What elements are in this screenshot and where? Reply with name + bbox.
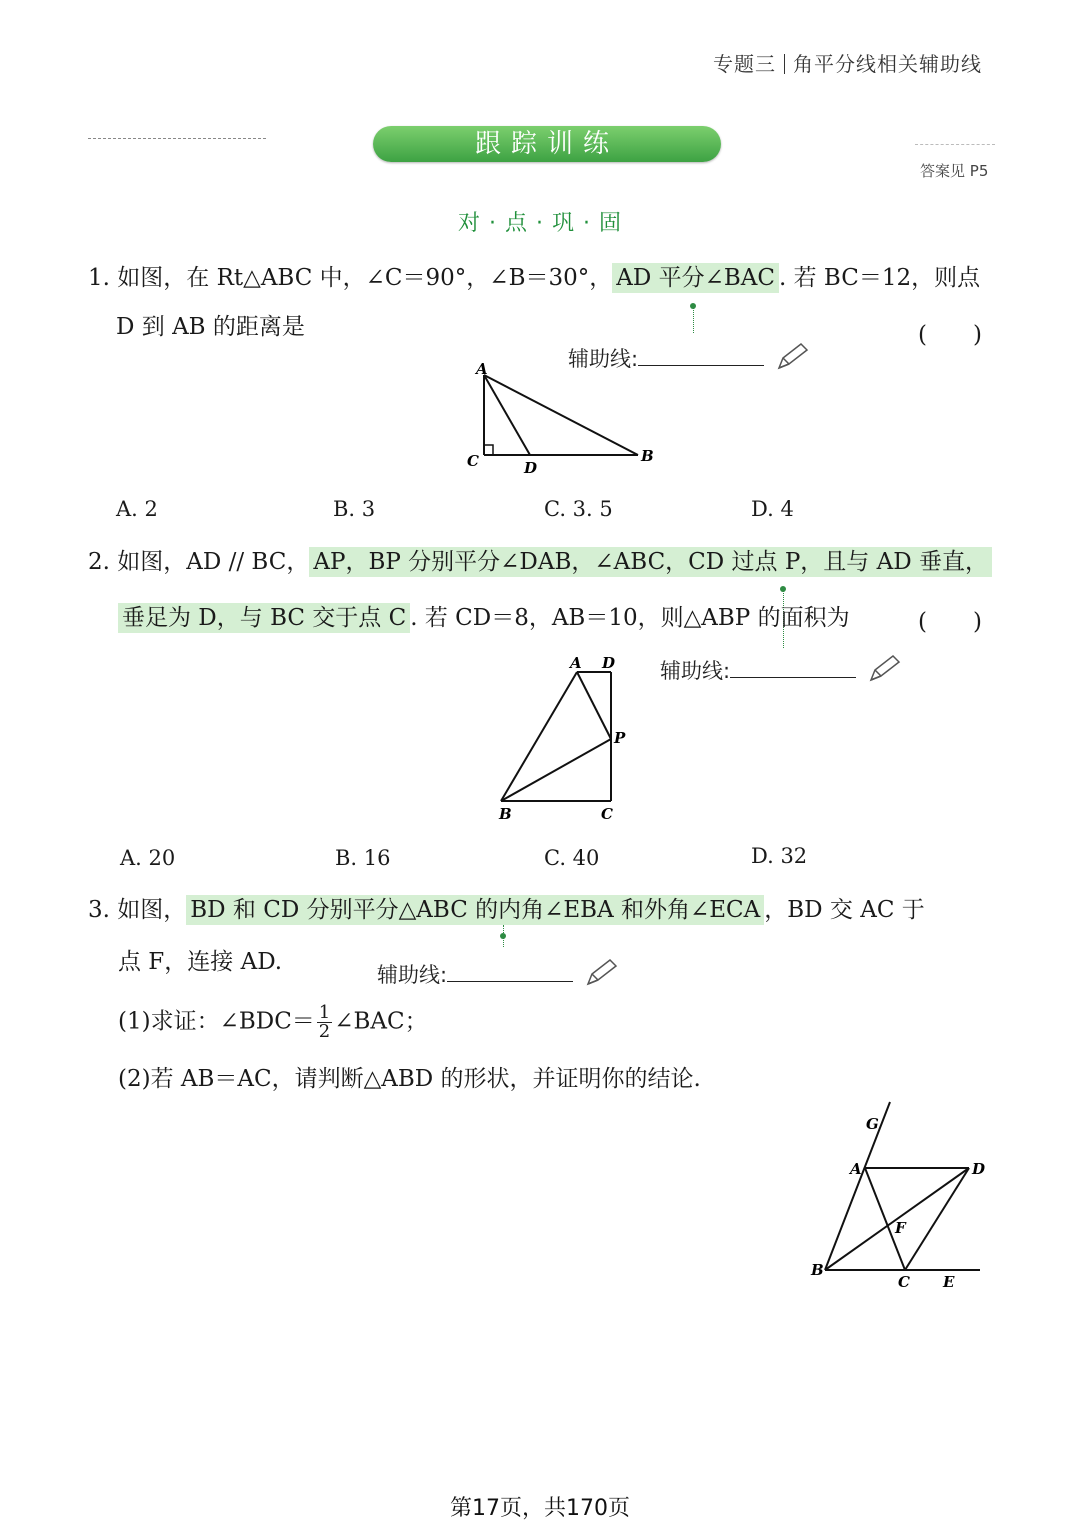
q2-answer-paren: ( ) [918, 609, 982, 635]
q3-aux-line [377, 958, 618, 989]
q2-option-b[interactable]: B. 16 [335, 846, 391, 870]
q1-pointer-line [693, 305, 696, 333]
q2-aux-blank[interactable] [730, 659, 856, 678]
q2-label-p: P [614, 729, 626, 747]
q3-pointer-dot [500, 933, 506, 939]
q1-aux-label: 辅助线: [568, 347, 639, 371]
q2-line2 [118, 603, 850, 633]
q2-label-a: A [570, 654, 582, 672]
section-subtitle: 对 · 点 · 巩 · 固 [458, 211, 622, 236]
q2-aux-line [660, 654, 901, 685]
decorative-dashed-line-left [88, 138, 266, 139]
q1-label-a: A [476, 360, 488, 378]
q3-text-a: 3. 如图， [88, 897, 187, 923]
q3-aux-blank[interactable] [447, 963, 573, 982]
q3-line2: 点 F，连接 AD. [118, 949, 283, 975]
q2-text-b: . 若 CD＝8，AB＝10，则△ABP 的面积为 [410, 605, 850, 631]
pencil-icon [775, 342, 809, 372]
q1-label-d: D [524, 459, 538, 477]
q3-line1 [88, 895, 925, 925]
header-divider [784, 54, 785, 74]
pencil-icon [867, 654, 901, 684]
q1-option-d[interactable]: D. 4 [751, 497, 794, 521]
q3-aux-label: 辅助线: [377, 963, 448, 987]
section-banner: 跟踪训练 [373, 126, 721, 162]
q3-part2: (2)若 AB＝AC，请判断△ABD 的形状，并证明你的结论. [118, 1066, 701, 1092]
header-chapter: 专题三 [713, 52, 776, 76]
q1-label-c: C [467, 452, 479, 470]
q2-option-a[interactable]: A. 20 [120, 846, 176, 870]
q2-highlight-2: 垂足为 D，与 BC 交于点 C [118, 603, 410, 633]
q2-segment-bp [501, 739, 611, 801]
q1-text-a: 1. 如图，在 Rt△ABC 中，∠C＝90°，∠B＝30°， [88, 265, 613, 291]
q3-text-b: ，BD 交 AC 于 [764, 897, 925, 923]
q3-part1 [118, 1004, 428, 1041]
q3-label-g: G [866, 1115, 879, 1133]
q2-figure [490, 650, 640, 830]
q1-line2: D 到 AB 的距离是 [116, 314, 305, 340]
q2-option-c[interactable]: C. 40 [544, 846, 600, 870]
decorative-dashed-line-right [915, 144, 995, 145]
q2-highlight-1: AP，BP 分别平分∠DAB，∠ABC，CD 过点 P，且与 AD 垂直， [309, 547, 992, 577]
q2-option-d[interactable]: D. 32 [751, 844, 808, 868]
q2-segment-ap [577, 672, 611, 739]
q3-ray-bg [825, 1102, 890, 1270]
q3-part1-text-a: (1)求证：∠BDC＝ [118, 1008, 315, 1035]
q2-label-c: C [601, 805, 613, 823]
answer-reference: 答案见 P5 [920, 162, 989, 180]
q3-label-a: A [850, 1160, 862, 1178]
q3-label-f: F [895, 1219, 906, 1237]
q2-line1 [88, 547, 992, 577]
q2-aux-label: 辅助线: [660, 659, 731, 683]
page-footer: 第17页，共170页 [450, 1496, 630, 1521]
fraction-denominator: 2 [318, 1021, 331, 1042]
q3-label-d: D [972, 1160, 986, 1178]
q3-label-b: B [811, 1261, 824, 1279]
q3-label-c: C [898, 1273, 910, 1291]
q3-figure [805, 1100, 990, 1295]
q3-label-e: E [943, 1273, 955, 1291]
q1-option-b[interactable]: B. 3 [333, 497, 376, 521]
q3-highlight: BD 和 CD 分别平分△ABC 的内角∠EBA 和外角∠ECA [186, 895, 764, 925]
header-topic: 角平分线相关辅助线 [793, 52, 982, 76]
q1-option-c[interactable]: C. 3. 5 [544, 497, 613, 521]
q1-label-b: B [641, 447, 654, 465]
q1-figure [455, 355, 665, 480]
q1-pointer-dot [690, 303, 696, 309]
q2-label-b: B [499, 805, 512, 823]
q1-highlight: AD 平分∠BAC [612, 263, 779, 293]
q2-label-d: D [602, 654, 616, 672]
fraction-numerator: 1 [318, 1002, 331, 1023]
running-header [713, 48, 982, 77]
q2-text-a: 2. 如图，AD // BC， [88, 549, 310, 575]
q1-line1 [88, 263, 980, 293]
q1-right-angle-mark [484, 445, 493, 455]
q1-text-b: . 若 BC＝12，则点 [779, 265, 981, 291]
q3-part1-text-b: ∠BAC； [334, 1008, 428, 1035]
pencil-icon [584, 958, 618, 988]
q1-answer-paren: ( ) [918, 322, 982, 348]
q3-segment-cd [905, 1168, 969, 1270]
q1-option-a[interactable]: A. 2 [116, 497, 158, 521]
one-half-fraction [317, 1004, 332, 1041]
q2-segment-ab [501, 672, 577, 801]
